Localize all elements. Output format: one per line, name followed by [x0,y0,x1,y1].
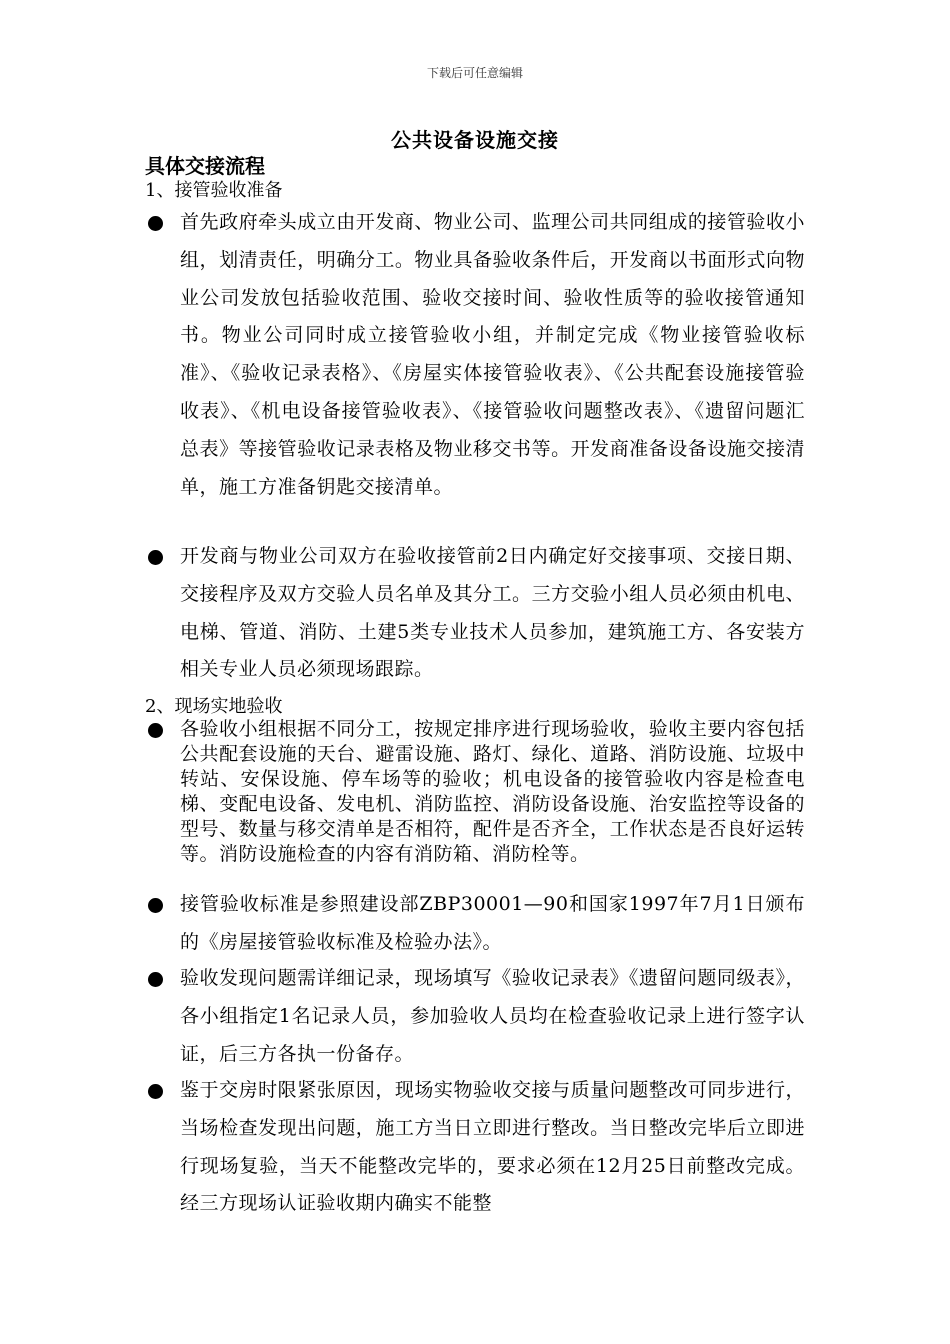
subheading-2: 2、现场实地验收 [145,696,283,717]
list-item-text: 首先政府牵头成立由开发商、物业公司、监理公司共同组成的接管验收小组，划清责任，明确分工。物业具备验收条件后，开发商以书面形式向物业公司发放包括验收范围、验收交接时间、验收性质等的验收接管通知书。物业公司同时成立接管验收小组，并制定完成《物业接管验收标准》、《验收记录表格》、《房屋实体接管验收表》、《公共配套设施接管验收表》、《机电设备接管验收表》、《接管验收问题整改表》、《遗留问题汇总表》等接管验收记录表格及物业移交书等。开发商准备设备设施交接清单，施工方准备钥匙交接清单。 [180,211,805,498]
list-item-text: 鉴于交房时限紧张原因，现场实物验收交接与质量问题整改可同步进行，当场检查发现出问题，施工方当日立即进行整改。当日整改完毕后立即进行现场复验，当天不能整改完毕的，要求必须在12月25日前整改完成。经三方现场认证验收期内确实不能整 [180,1079,805,1215]
bullet-icon [148,1084,163,1099]
bullet-icon [148,216,163,231]
list-item-text: 接管验收标准是参照建设部ZBP30001—90和国家1997年7月1日颁布的《房屋接管验收标准及检验办法》。 [180,893,805,953]
bullet-icon [148,972,163,987]
list-item-text: 各验收小组根据不同分工，按规定排序进行现场验收，验收主要内容包括公共配套设施的天台、避雷设施、路灯、绿化、道路、消防设施、垃圾中转站、安保设施、停车场等的验收；机电设备的接管验收内容是检查电梯、变配电设备、发电机、消防监控、消防设备设施、治安监控等设备的型号、数量与移交清单是否相符，配件是否齐全，工作状态是否良好运转等。消防设施检查的内容有消防箱、消防栓等。 [180,718,805,865]
bullet-icon [148,723,163,738]
subheading-1: 1、接管验收准备 [145,180,283,201]
section-heading: 具体交接流程 [145,154,265,178]
bullet-icon [148,898,163,913]
bullet-icon [148,550,163,565]
list-item-text: 开发商与物业公司双方在验收接管前2日内确定好交接事项、交接日期、交接程序及双方交验人员名单及其分工。三方交验小组人员必须由机电、电梯、管道、消防、土建5类专业技术人员参加，建筑施工方、各安装方相关专业人员必须现场跟踪。 [180,545,805,681]
document-title: 公共设备设施交接 [391,128,559,152]
header-note: 下载后可任意编辑 [426,66,523,80]
list-item-text: 验收发现问题需详细记录，现场填写《验收记录表》《遗留问题同级表》，各小组指定1名记录人员，参加验收人员均在检查验收记录上进行签字认证，后三方各执一份备存。 [180,967,805,1065]
